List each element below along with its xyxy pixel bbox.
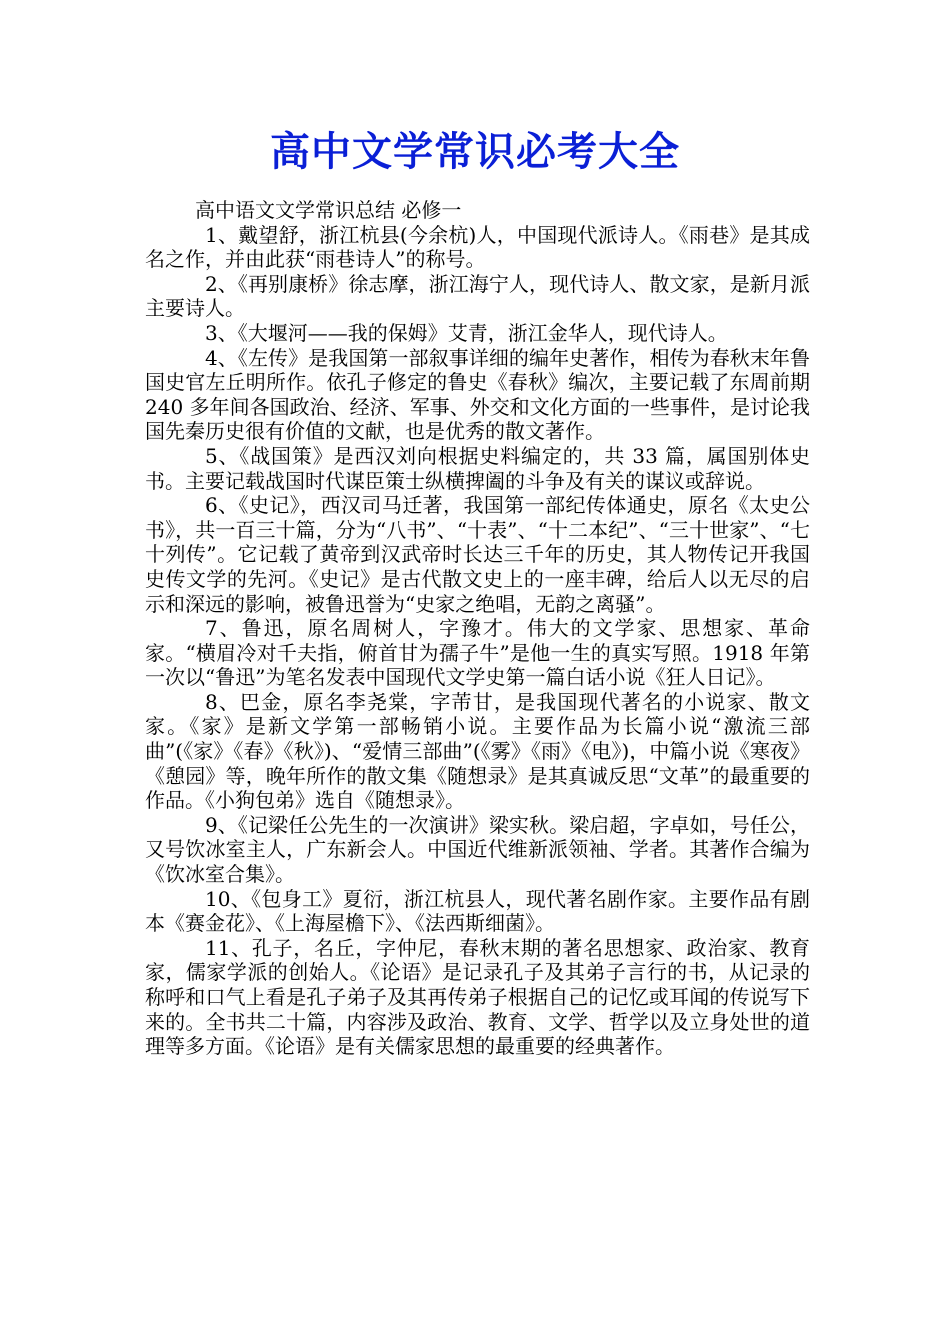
paragraph-11: 11、孔子，名丘，字仲尼，春秋末期的著名思想家、政治家、教育家，儒家学派的创始人。《论语》是记录孔子及其弟子言行的书，从记录的称呼和口气上看是孔子弟子及其再传弟子根据自己的记忆或耳闻的传说写下来的。全书共二十篇，内容涉及政治、教育、文学、哲学以及立身处世的道理等多方面。《论语》是有关儒家思想的最重要的经典著作。 [145,935,810,1059]
paragraph-9: 9、《记梁任公先生的一次演讲》梁实秋。梁启超，字卓如，号任公，又号饮冰室主人，广东新会人。中国近代维新派领袖、学者。其著作合编为《饮冰室合集》。 [145,812,810,887]
paragraph-5: 5、《战国策》是西汉刘向根据史料编定的，共 33 篇，属国别体史书。主要记载战国时代谋臣策士纵横捭阖的斗争及有关的谋议或辞说。 [145,443,810,493]
section-subtitle: 高中语文文学常识总结 必修一 [195,198,462,222]
paragraph-2: 2、《再别康桥》徐志摩，浙江海宁人，现代诗人、散文家，是新月派主要诗人。 [145,271,810,321]
paragraph-3: 3、《大堰河——我的保姆》艾青，浙江金华人，现代诗人。 [205,320,728,345]
paragraph-8: 8、巴金，原名李尧棠，字芾甘，是我国现代著名的小说家、散文家。《家》是新文学第一部畅销小说。主要作品为长篇小说“激流三部曲”(《家》《春》《秋》)、“爱情三部曲”(《雾》《雨》《电》)，中篇小说《寒夜》《憩园》等，晚年所作的散文集《随想录》是其真诚反思“文革”的最重要的作品。《小狗包弟》选自《随想录》。 [145,689,810,813]
document-title: 高中文学常识必考大全 [270,129,680,175]
paragraph-4: 4、《左传》是我国第一部叙事详细的编年史著作，相传为春秋末年鲁国史官左丘明所作。依孔子修定的鲁史《春秋》编次，主要记载了东周前期 240 多年间各国政治、经济、军事、外交和文化方面的一些事件，是讨论我国先秦历史很有价值的文献，也是优秀的散文著作。 [145,345,810,444]
paragraph-1: 1、戴望舒，浙江杭县(今余杭)人，中国现代派诗人。《雨巷》是其成名之作，并由此获“雨巷诗人”的称号。 [145,222,810,272]
document-body [145,198,810,1059]
paragraph-6: 6、《史记》，西汉司马迁著，我国第一部纪传体通史，原名《太史公书》，共一百三十篇，分为“八书”、“十表”、“十二本纪”、“三十世家”、“七十列传”。它记载了黄帝到汉武帝时长达三千年的历史，其人物传记开我国史传文学的先河。《史记》是古代散文史上的一座丰碑，给后人以无尽的启示和深远的影响，被鲁迅誉为“史家之绝唱，无韵之离骚”。 [145,493,810,616]
paragraph-10: 10、《包身工》夏衍，浙江杭县人，现代著名剧作家。主要作品有剧本《赛金花》、《上海屋檐下》、《法西斯细菌》。 [145,886,810,936]
paragraph-7: 7、鲁迅，原名周树人，字豫才。伟大的文学家、思想家、革命家。“横眉冷对千夫指，俯首甘为孺子牛”是他一生的真实写照。1918 年第一次以“鲁迅”为笔名发表中国现代文学史第一篇白话小说《狂人日记》。 [145,616,810,690]
